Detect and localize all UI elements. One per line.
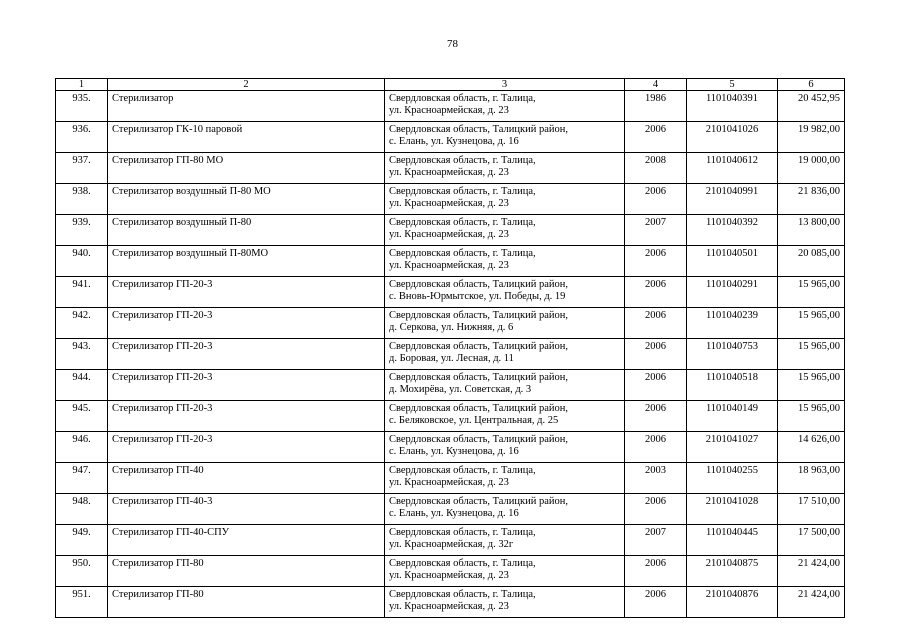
item-name: Стерилизатор ГП-80 [108, 587, 385, 618]
item-year: 2006 [625, 339, 687, 370]
item-address [385, 339, 625, 370]
address-line-1: Свердловская область, г. Талица, [389, 465, 536, 476]
row-number: 951. [56, 587, 108, 618]
row-number: 936. [56, 122, 108, 153]
item-cost: 19 982,00 [778, 122, 845, 153]
item-address [385, 122, 625, 153]
item-year: 2008 [625, 153, 687, 184]
item-address [385, 91, 625, 122]
item-address [385, 432, 625, 463]
address-line-1: Свердловская область, Талицкий район, [389, 403, 569, 414]
address-line-1: Свердловская область, Талицкий район, [389, 372, 569, 383]
item-cost: 18 963,00 [778, 463, 845, 494]
item-year: 2007 [625, 215, 687, 246]
item-name: Стерилизатор ГП-20-3 [108, 339, 385, 370]
column-header: 2 [108, 79, 385, 91]
table-row [56, 184, 845, 215]
item-cost: 13 800,00 [778, 215, 845, 246]
item-name: Стерилизатор ГК-10 паровой [108, 122, 385, 153]
table-row [56, 432, 845, 463]
row-number: 942. [56, 308, 108, 339]
item-name: Стерилизатор ГП-80 МО [108, 153, 385, 184]
item-year: 2007 [625, 525, 687, 556]
item-address [385, 370, 625, 401]
address-line-2: ул. Красноармейская, д. 23 [389, 601, 509, 612]
inventory-number: 1101040501 [687, 246, 778, 277]
item-name: Стерилизатор ГП-20-3 [108, 370, 385, 401]
address-line-1: Свердловская область, Талицкий район, [389, 279, 569, 290]
item-name: Стерилизатор [108, 91, 385, 122]
inventory-number: 1101040239 [687, 308, 778, 339]
inventory-number: 1101040392 [687, 215, 778, 246]
row-number: 939. [56, 215, 108, 246]
item-address [385, 494, 625, 525]
item-cost: 15 965,00 [778, 370, 845, 401]
address-line-1: Свердловская область, г. Талица, [389, 248, 536, 259]
address-line-2: с. Елань, ул. Кузнецова, д. 16 [389, 508, 519, 519]
address-line-2: ул. Красноармейская, д. 32г [389, 539, 514, 550]
address-line-2: ул. Красноармейская, д. 23 [389, 260, 509, 271]
inventory-number: 1101040149 [687, 401, 778, 432]
row-number: 946. [56, 432, 108, 463]
item-name: Стерилизатор ГП-80 [108, 556, 385, 587]
address-line-1: Свердловская область, г. Талица, [389, 186, 536, 197]
header-row [56, 79, 845, 91]
item-year: 2006 [625, 184, 687, 215]
item-name: Стерилизатор ГП-20-3 [108, 401, 385, 432]
inventory-number: 1101040612 [687, 153, 778, 184]
address-line-2: д. Боровая, ул. Лесная, д. 11 [389, 353, 514, 364]
item-name: Стерилизатор ГП-20-3 [108, 308, 385, 339]
table-row [56, 277, 845, 308]
table-row [56, 339, 845, 370]
row-number: 941. [56, 277, 108, 308]
row-number: 948. [56, 494, 108, 525]
row-number: 938. [56, 184, 108, 215]
item-cost: 20 085,00 [778, 246, 845, 277]
inventory-number: 2101041026 [687, 122, 778, 153]
property-table [55, 78, 845, 618]
item-cost: 15 965,00 [778, 277, 845, 308]
table-row [56, 463, 845, 494]
item-address [385, 308, 625, 339]
address-line-1: Свердловская область, Талицкий район, [389, 310, 569, 321]
table-row [56, 370, 845, 401]
item-address [385, 184, 625, 215]
address-line-1: Свердловская область, Талицкий район, [389, 341, 569, 352]
column-header: 4 [625, 79, 687, 91]
item-name: Стерилизатор ГП-20-3 [108, 277, 385, 308]
address-line-1: Свердловская область, г. Талица, [389, 155, 536, 166]
inventory-number: 1101040753 [687, 339, 778, 370]
item-name: Стерилизатор воздушный П-80 [108, 215, 385, 246]
inventory-number: 1101040255 [687, 463, 778, 494]
row-number: 937. [56, 153, 108, 184]
inventory-number: 1101040445 [687, 525, 778, 556]
address-line-2: ул. Красноармейская, д. 23 [389, 105, 509, 116]
table-body [56, 79, 845, 618]
item-name: Стерилизатор ГП-20-3 [108, 432, 385, 463]
table-row [56, 494, 845, 525]
address-line-2: с. Вновь-Юрмытское, ул. Победы, д. 19 [389, 291, 566, 302]
item-year: 2006 [625, 494, 687, 525]
row-number: 949. [56, 525, 108, 556]
address-line-2: ул. Красноармейская, д. 23 [389, 167, 509, 178]
address-line-2: с. Елань, ул. Кузнецова, д. 16 [389, 136, 519, 147]
address-line-1: Свердловская область, г. Талица, [389, 527, 536, 538]
address-line-2: ул. Красноармейская, д. 23 [389, 198, 509, 209]
inventory-number: 1101040391 [687, 91, 778, 122]
item-address [385, 463, 625, 494]
inventory-number: 2101040876 [687, 587, 778, 618]
table-row [56, 122, 845, 153]
item-year: 2006 [625, 401, 687, 432]
table-row [56, 308, 845, 339]
table-row [56, 525, 845, 556]
address-line-2: ул. Красноармейская, д. 23 [389, 229, 509, 240]
item-year: 2006 [625, 308, 687, 339]
row-number: 947. [56, 463, 108, 494]
table-row [56, 587, 845, 618]
inventory-number: 1101040291 [687, 277, 778, 308]
item-address [385, 587, 625, 618]
item-year: 1986 [625, 91, 687, 122]
inventory-number: 1101040518 [687, 370, 778, 401]
table-row [56, 556, 845, 587]
address-line-1: Свердловская область, г. Талица, [389, 217, 536, 228]
item-name: Стерилизатор ГП-40-3 [108, 494, 385, 525]
inventory-number: 2101040875 [687, 556, 778, 587]
item-address [385, 401, 625, 432]
item-year: 2006 [625, 587, 687, 618]
address-line-1: Свердловская область, г. Талица, [389, 93, 536, 104]
address-line-1: Свердловская область, Талицкий район, [389, 434, 569, 445]
row-number: 944. [56, 370, 108, 401]
item-name: Стерилизатор воздушный П-80 МО [108, 184, 385, 215]
inventory-number: 2101040991 [687, 184, 778, 215]
table-row [56, 215, 845, 246]
item-year: 2006 [625, 556, 687, 587]
row-number: 945. [56, 401, 108, 432]
item-name: Стерилизатор воздушный П-80МО [108, 246, 385, 277]
item-address [385, 525, 625, 556]
item-cost: 21 836,00 [778, 184, 845, 215]
inventory-number: 2101041028 [687, 494, 778, 525]
address-line-1: Свердловская область, Талицкий район, [389, 496, 569, 507]
item-year: 2006 [625, 122, 687, 153]
row-number: 950. [56, 556, 108, 587]
item-address [385, 556, 625, 587]
row-number: 943. [56, 339, 108, 370]
item-cost: 15 965,00 [778, 401, 845, 432]
item-cost: 21 424,00 [778, 587, 845, 618]
address-line-2: ул. Красноармейская, д. 23 [389, 477, 509, 488]
item-cost: 14 626,00 [778, 432, 845, 463]
item-year: 2006 [625, 370, 687, 401]
page-number: 78 [447, 38, 458, 50]
item-cost: 20 452,95 [778, 91, 845, 122]
item-cost: 21 424,00 [778, 556, 845, 587]
address-line-1: Свердловская область, Талицкий район, [389, 124, 569, 135]
address-line-2: с. Беляковское, ул. Центральная, д. 25 [389, 415, 559, 426]
item-address [385, 277, 625, 308]
item-name: Стерилизатор ГП-40-СПУ [108, 525, 385, 556]
item-name: Стерилизатор ГП-40 [108, 463, 385, 494]
item-cost: 17 500,00 [778, 525, 845, 556]
item-year: 2006 [625, 246, 687, 277]
column-header: 3 [385, 79, 625, 91]
item-cost: 19 000,00 [778, 153, 845, 184]
table-row [56, 401, 845, 432]
table-row [56, 91, 845, 122]
item-year: 2003 [625, 463, 687, 494]
table-row [56, 153, 845, 184]
table-row [56, 246, 845, 277]
column-header: 5 [687, 79, 778, 91]
item-cost: 15 965,00 [778, 339, 845, 370]
row-number: 940. [56, 246, 108, 277]
column-header: 1 [56, 79, 108, 91]
address-line-1: Свердловская область, г. Талица, [389, 589, 536, 600]
address-line-1: Свердловская область, г. Талица, [389, 558, 536, 569]
item-cost: 15 965,00 [778, 308, 845, 339]
column-header: 6 [778, 79, 845, 91]
address-line-2: с. Елань, ул. Кузнецова, д. 16 [389, 446, 519, 457]
row-number: 935. [56, 91, 108, 122]
address-line-2: ул. Красноармейская, д. 23 [389, 570, 509, 581]
item-address [385, 153, 625, 184]
inventory-number: 2101041027 [687, 432, 778, 463]
item-year: 2006 [625, 432, 687, 463]
item-address [385, 215, 625, 246]
item-address [385, 246, 625, 277]
item-year: 2006 [625, 277, 687, 308]
address-line-2: д. Мохирёва, ул. Советская, д. 3 [389, 384, 532, 395]
item-cost: 17 510,00 [778, 494, 845, 525]
address-line-2: д. Серкова, ул. Нижняя, д. 6 [389, 322, 514, 333]
